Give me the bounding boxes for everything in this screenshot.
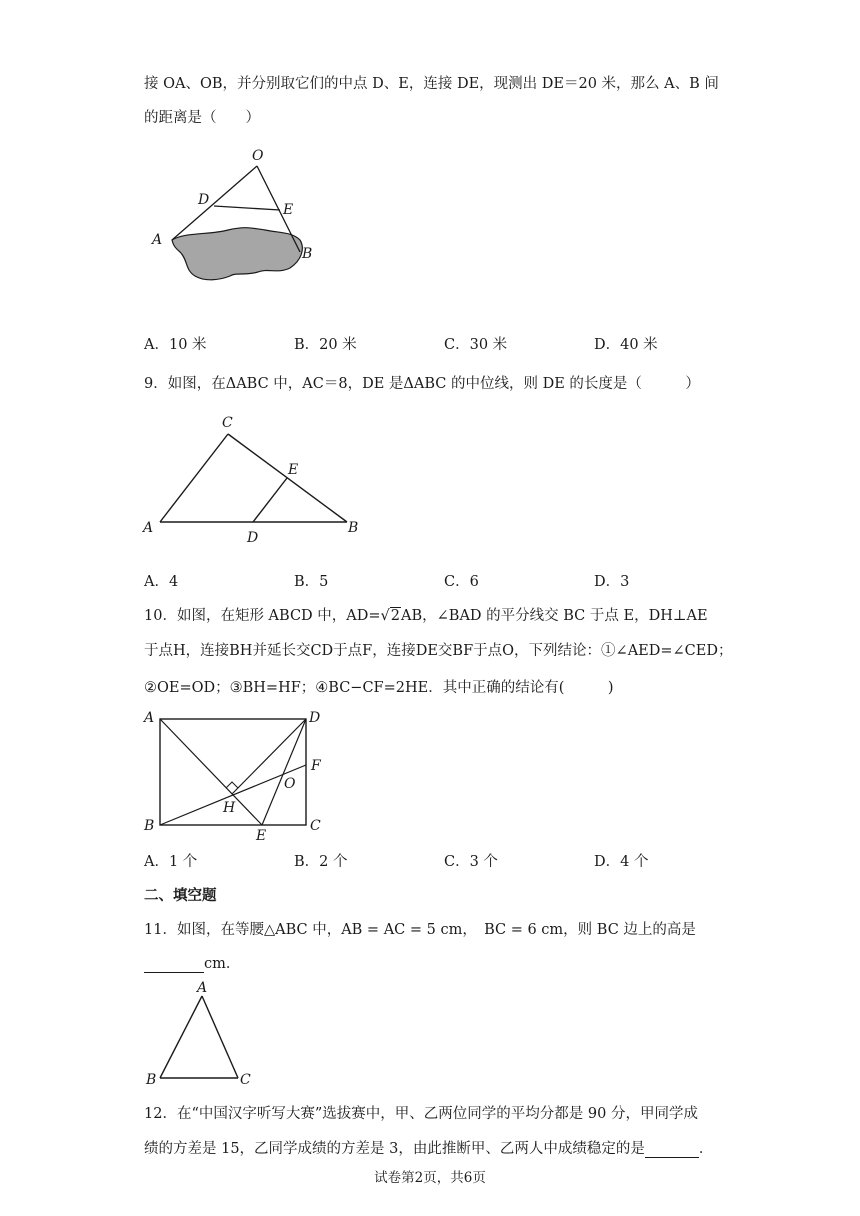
q8-figure bbox=[140, 140, 340, 290]
q10-label-A: A bbox=[144, 710, 155, 726]
q12-answer-blank[interactable] bbox=[645, 1141, 699, 1158]
q9-option-a[interactable]: A．4 bbox=[144, 574, 179, 590]
q12-text-line2 bbox=[144, 1137, 713, 1158]
q9-label-A: A bbox=[143, 520, 154, 536]
q10-label-B: B bbox=[144, 818, 155, 834]
q10-label-C: C bbox=[310, 818, 321, 834]
q10-text-line1 bbox=[144, 604, 708, 625]
section-title-fill-in: 二、填空题 bbox=[144, 887, 217, 904]
q8-label-O: O bbox=[252, 148, 264, 164]
q10-label-D: D bbox=[309, 710, 321, 726]
q11-label-B: B bbox=[146, 1072, 157, 1088]
q8-label-D: D bbox=[198, 192, 210, 208]
q12-text-line2-end: ． bbox=[698, 1141, 714, 1157]
q10-line-DE bbox=[262, 719, 306, 825]
q11-figure bbox=[140, 978, 270, 1090]
q10-option-c[interactable]: C．3 个 bbox=[444, 854, 498, 870]
q10-label-H: H bbox=[223, 800, 236, 816]
q10-label-E: E bbox=[256, 828, 267, 844]
q8-option-d[interactable]: D．40 米 bbox=[594, 337, 658, 353]
q10-line-BF bbox=[160, 765, 306, 825]
q11-answer-blank[interactable] bbox=[144, 956, 204, 973]
q11-text-line2 bbox=[144, 952, 240, 973]
q11-side-AB bbox=[160, 996, 202, 1078]
q9-segment-DE bbox=[253, 478, 287, 522]
q10-text-line1-a: 10．如图，在矩形 ABCD 中，AD= bbox=[144, 608, 381, 624]
q11-label-A: A bbox=[197, 980, 208, 996]
q9-label-C: C bbox=[222, 415, 233, 431]
q12-text-line2-a: 绩的方差是 15，乙同学成绩的方差是 3，由此推断甲、乙两人中成绩稳定的是 bbox=[144, 1141, 645, 1157]
q8-label-E: E bbox=[283, 202, 294, 218]
q10-right-angle-mark bbox=[226, 782, 238, 788]
sqrt-symbol: √2 bbox=[380, 608, 401, 624]
q9-figure bbox=[140, 408, 370, 548]
q10-line-AE bbox=[160, 719, 262, 825]
q8-option-b[interactable]: B．20 米 bbox=[294, 337, 357, 353]
page-footer: 试卷第2页，共6页 bbox=[374, 1170, 486, 1186]
q10-label-F: F bbox=[311, 758, 321, 774]
q8-lake-shape bbox=[172, 228, 302, 280]
q11-side-AC bbox=[202, 996, 238, 1078]
q10-figure bbox=[140, 706, 340, 846]
q9-option-b[interactable]: B．5 bbox=[294, 574, 329, 590]
q9-label-D: D bbox=[247, 530, 259, 546]
q10-label-O: O bbox=[284, 776, 296, 792]
q11-unit: cm． bbox=[204, 956, 241, 972]
q10-option-b[interactable]: B．2 个 bbox=[294, 854, 348, 870]
q8-text-line1: 接 OA、OB，并分别取它们的中点 D、E，连接 DE，现测出 DE＝20 米，那么 A、B 间 bbox=[144, 76, 719, 92]
q8-text-line2: 的距离是（ ） bbox=[144, 110, 260, 126]
q9-label-E: E bbox=[288, 462, 299, 478]
q8-option-c[interactable]: C．30 米 bbox=[444, 337, 508, 353]
q10-text-line2: 于点H，连接BH并延长交CD于点F，连接DE交BF于点O，下列结论：①∠AED=∠CED； bbox=[144, 643, 733, 659]
q12-text-line1: 12．在“中国汉字听写大赛”选拔赛中，甲、乙两位同学的平均分都是 90 分，甲同学成 bbox=[144, 1106, 698, 1122]
q8-option-a[interactable]: A．10 米 bbox=[144, 337, 207, 353]
q10-option-a[interactable]: A．1 个 bbox=[144, 854, 198, 870]
q8-label-B: B bbox=[302, 246, 313, 262]
q10-text-line3: ②OE=OD；③BH=HF；④BC−CF=2HE．其中正确的结论有( ) bbox=[144, 680, 614, 696]
q9-text: 9．如图，在ΔABC 中，AC＝8，DE 是ΔABC 的中位线，则 DE 的长度是（ ） bbox=[144, 376, 700, 392]
q9-side-CB bbox=[228, 434, 347, 522]
q8-line-DE bbox=[214, 206, 280, 210]
q11-text-line1: 11．如图，在等腰△ABC 中，AB = AC = 5 cm， BC = 6 cm，则 BC 边上的高是 bbox=[144, 922, 696, 938]
q9-option-c[interactable]: C．6 bbox=[444, 574, 479, 590]
q10-text-line1-b: AB，∠BAD 的平分线交 BC 于点 E，DH⊥AE bbox=[401, 608, 708, 624]
q9-option-d[interactable]: D．3 bbox=[594, 574, 630, 590]
q8-label-A: A bbox=[152, 232, 163, 248]
q10-sqrt-value: 2 bbox=[390, 608, 401, 624]
q11-label-C: C bbox=[240, 1072, 251, 1088]
q9-side-AC bbox=[160, 434, 228, 522]
q10-option-d[interactable]: D．4 个 bbox=[594, 854, 649, 870]
q9-label-B: B bbox=[348, 520, 359, 536]
